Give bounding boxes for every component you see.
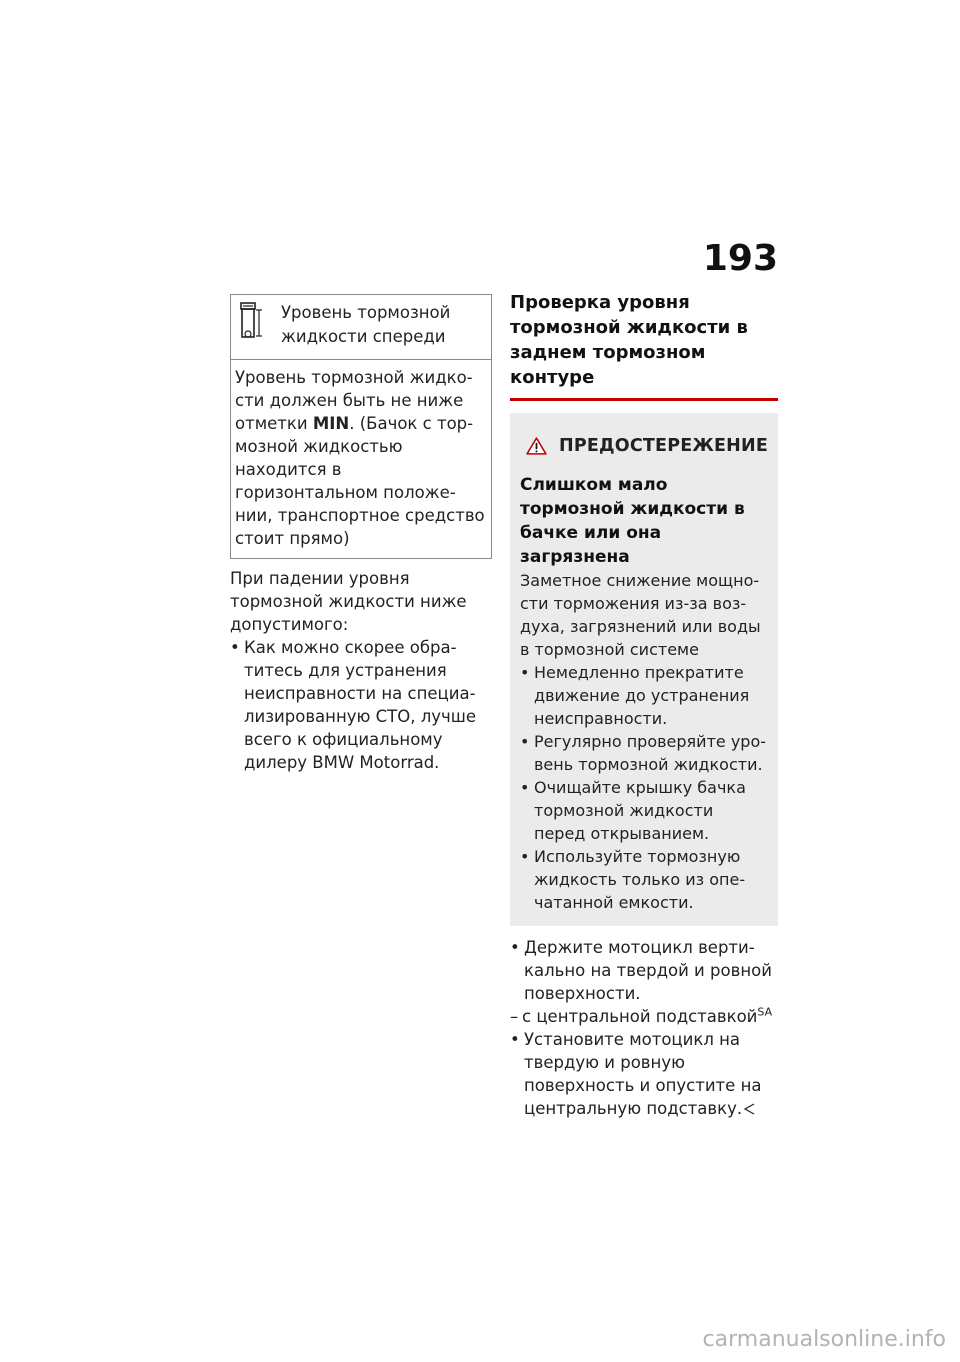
right-column	[510, 290, 778, 1120]
special-equipment-mark: SA	[757, 1005, 773, 1019]
list-item: • Регулярно проверяйте уровень тормозной жидкости.	[520, 730, 768, 776]
left-bullet-list	[230, 636, 492, 774]
section-title: Проверка уровня тормозной жидкости в заднем тормозном контуре	[510, 290, 778, 401]
low-level-paragraph: При падении уровня тормозной жидкости ниже допустимого:	[230, 569, 467, 634]
page-number: 193	[702, 238, 778, 279]
note-text-1: Уровень тормозной жидкости должен быть не ниже отметки	[235, 368, 473, 433]
brake-fluid-reservoir-icon	[239, 301, 265, 343]
end-of-section-icon	[744, 1103, 755, 1115]
warning-triangle-icon	[526, 429, 547, 463]
warning-header	[520, 429, 768, 463]
note-header	[231, 295, 491, 360]
brake-fluid-front-note	[230, 294, 492, 559]
option-text: с центральной подставкой	[522, 1007, 758, 1026]
list-item: • Очищайте крышку бачка тормозной жидкости перед открыванием.	[520, 776, 768, 845]
warning-box	[510, 413, 778, 926]
option-item	[510, 1005, 778, 1028]
warning-label: ПРЕДОСТЕРЕЖЕНИЕ	[558, 436, 768, 456]
min-mark: MIN	[312, 414, 350, 433]
list-item: • Используйте тормозную жидкость только из опечатанной емкости.	[520, 845, 768, 914]
warning-bullet-list	[520, 661, 768, 914]
warning-body: Заметное снижение мощности торможения из-за воздуха, загрязнений или воды в тормозной системе	[520, 571, 761, 659]
list-item: • Как можно скорее обратитесь для устранения неисправности на специализированную СТО, лучше всего к официальному дилеру BMW Motorrad.	[230, 636, 492, 774]
step-list-1	[510, 936, 778, 1005]
warning-title: Слишком мало тормозной жидкости в бачке или она загрязнена	[520, 475, 745, 567]
note-text-2: . (Бачок с тормозной жидкостью находится в горизонтальном положении, транспортное средство стоит прямо)	[235, 414, 485, 548]
note-body	[231, 360, 491, 558]
step-list-2	[510, 1028, 778, 1120]
note-title: Уровень тормозной жидкости спереди	[281, 303, 451, 346]
watermark: carmanualsonline.info	[702, 1327, 946, 1352]
list-item: • Немедленно прекратите движение до устранения неисправности.	[520, 661, 768, 730]
left-column	[230, 294, 492, 774]
list-item: • Держите мотоцикл вертикально на твердой и ровной поверхности.	[510, 936, 778, 1005]
step-text: Установите мотоцикл на твердую и ровную поверхность и опустите на центральную подставку.	[524, 1030, 762, 1118]
procedure-steps	[510, 936, 778, 1120]
list-item	[510, 1028, 778, 1120]
